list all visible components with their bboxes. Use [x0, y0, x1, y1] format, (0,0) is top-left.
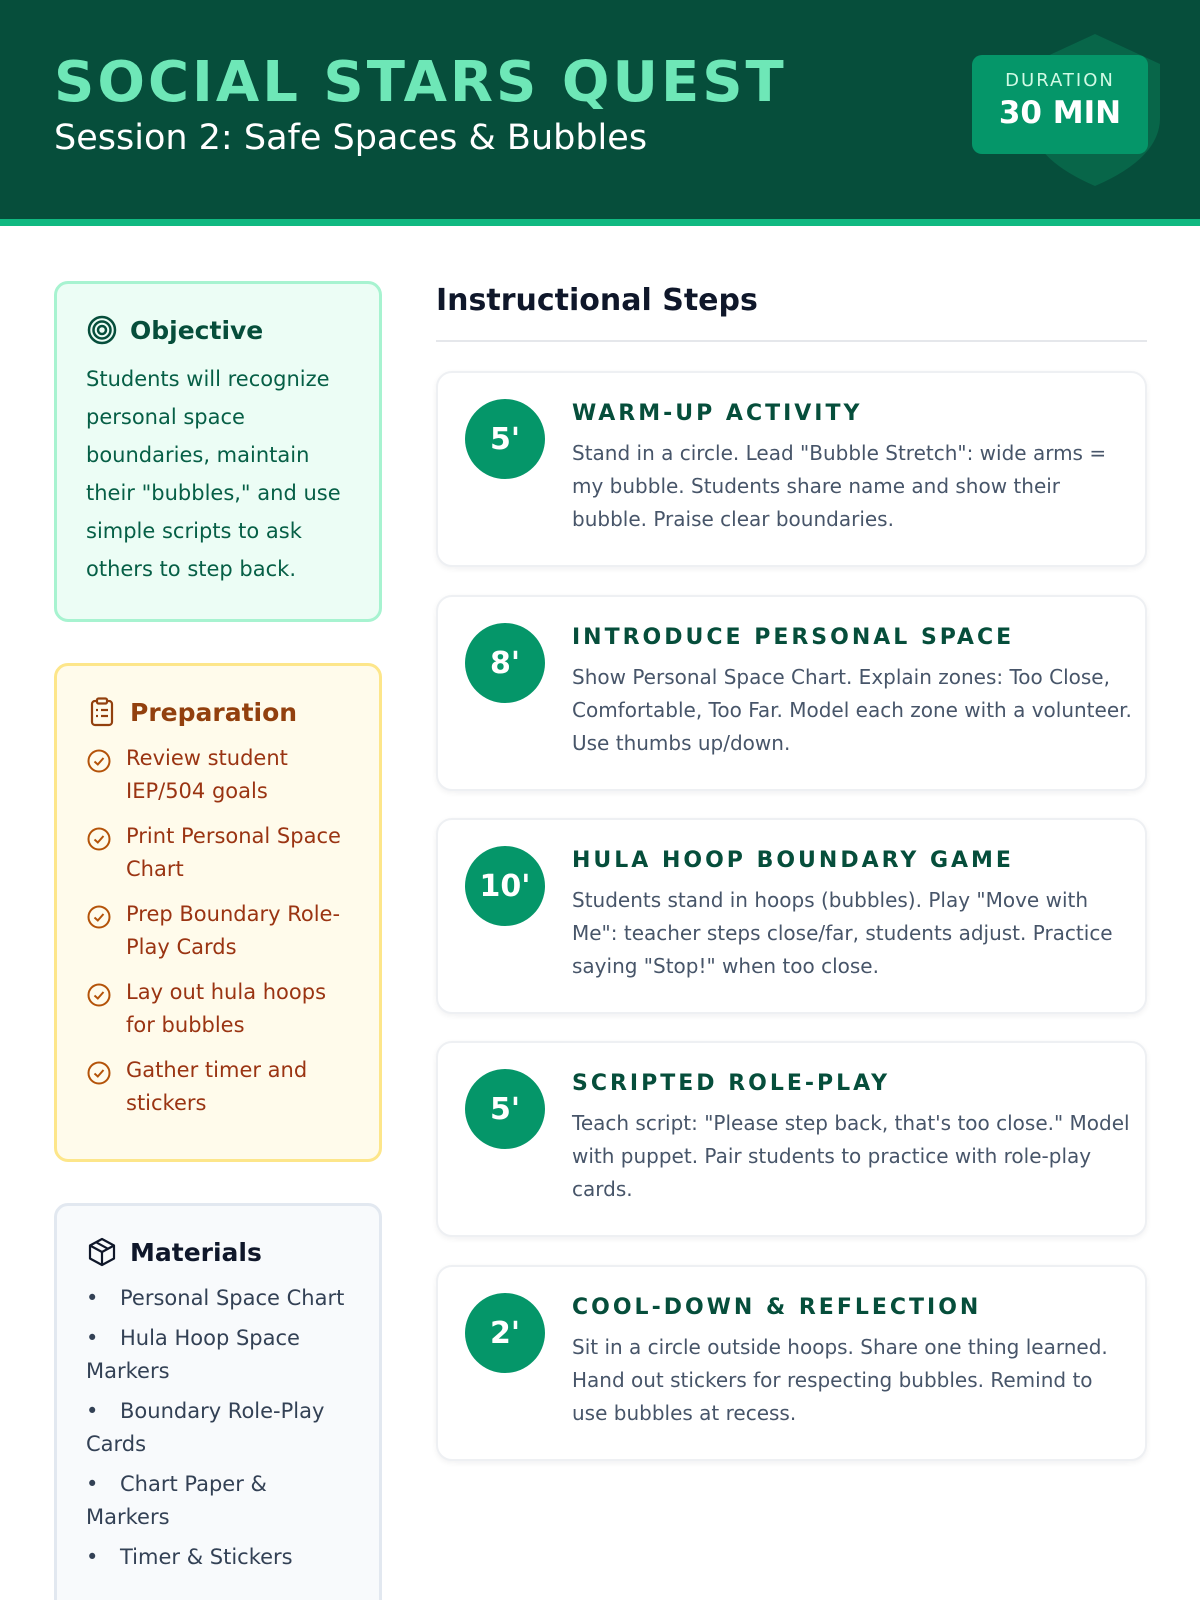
check-circle-icon — [86, 904, 112, 930]
list-item — [86, 1541, 355, 1574]
step-duration: 5' — [465, 1069, 545, 1149]
step-duration: 10' — [465, 846, 545, 926]
preparation-card — [54, 663, 382, 1162]
list-item — [86, 1282, 355, 1315]
list-item — [86, 1395, 355, 1461]
step-description: Teach script: "Please step back, that's too close." Model with puppet. Pair students to practice with role-play cards. — [572, 1111, 1130, 1201]
objective-header — [86, 314, 355, 346]
step-card — [436, 1041, 1147, 1237]
objective-text: Students will recognize personal space boundaries, maintain their "bubbles," and use simple scripts to ask others to step back. — [86, 367, 341, 581]
preparation-list — [86, 742, 355, 1120]
list-item — [86, 1468, 355, 1534]
check-circle-icon — [86, 1060, 112, 1086]
step-title: COOL-DOWN & REFLECTION — [572, 1295, 982, 1320]
preparation-heading: Preparation — [130, 697, 298, 727]
target-icon — [86, 314, 118, 346]
bullet-icon: • — [86, 1472, 99, 1496]
list-item-text: Review student IEP/504 goals — [126, 746, 288, 803]
check-circle-icon — [86, 982, 112, 1008]
step-description: Sit in a circle outside hoops. Share one thing learned. Hand out stickers for respecting bubbles. Remind to use bubbles at recess. — [572, 1335, 1108, 1425]
check-circle-icon — [86, 748, 112, 774]
preparation-header — [86, 696, 355, 728]
list-item-text: Hula Hoop Space Markers — [86, 1326, 300, 1383]
step-card — [436, 371, 1147, 567]
box-icon — [86, 1236, 118, 1268]
step-description: Students stand in hoops (bubbles). Play "Move with Me": teacher steps close/far, students adjust. Practice saying "Stop!" when too close. — [572, 888, 1113, 978]
objective-heading: Objective — [130, 315, 264, 345]
step-card — [436, 818, 1147, 1014]
step-card — [436, 1265, 1147, 1461]
list-item — [86, 742, 355, 808]
list-item-text: Boundary Role-Play Cards — [86, 1399, 325, 1456]
steps-divider — [436, 340, 1147, 342]
duration-badge — [972, 55, 1148, 154]
duration-label: DURATION — [1005, 70, 1115, 91]
clipboard-icon — [86, 696, 118, 728]
step-description: Show Personal Space Chart. Explain zones: Too Close, Comfortable, Too Far. Model each zone with a volunteer. Use thumbs up/down. — [572, 665, 1132, 755]
list-item — [86, 1322, 355, 1388]
materials-header — [86, 1236, 355, 1268]
list-item-text: Prep Boundary Role-Play Cards — [126, 902, 341, 959]
session-subtitle: Session 2: Safe Spaces & Bubbles — [54, 118, 648, 158]
list-item — [86, 820, 355, 886]
materials-card — [54, 1203, 382, 1600]
page-title: SOCIAL STARS QUEST — [54, 50, 787, 115]
step-card — [436, 595, 1147, 791]
list-item-text: Gather timer and stickers — [126, 1058, 308, 1115]
step-title: HULA HOOP BOUNDARY GAME — [572, 848, 1014, 873]
step-title: SCRIPTED ROLE-PLAY — [572, 1071, 891, 1096]
duration-value: 30 MIN — [998, 95, 1122, 131]
list-item-text: Lay out hula hoops for bubbles — [126, 980, 327, 1037]
step-duration: 8' — [465, 623, 545, 703]
bullet-icon: • — [86, 1286, 99, 1310]
list-item-text: Print Personal Space Chart — [126, 824, 341, 881]
list-item-text: Personal Space Chart — [120, 1286, 345, 1310]
bullet-icon: • — [86, 1399, 99, 1423]
step-duration: 2' — [465, 1293, 545, 1373]
materials-list — [86, 1282, 355, 1574]
list-item — [86, 976, 355, 1042]
bullet-icon: • — [86, 1326, 99, 1350]
list-item-text: Chart Paper & Markers — [86, 1472, 267, 1529]
bullet-icon: • — [86, 1545, 99, 1569]
materials-heading: Materials — [130, 1237, 262, 1267]
step-duration: 5' — [465, 399, 545, 479]
objective-card — [54, 281, 382, 622]
steps-heading: Instructional Steps — [436, 283, 758, 318]
page-header — [0, 0, 1200, 226]
list-item-text: Timer & Stickers — [120, 1545, 293, 1569]
check-circle-icon — [86, 826, 112, 852]
step-description: Stand in a circle. Lead "Bubble Stretch": wide arms = my bubble. Students share name and show their bubble. Praise clear boundaries. — [572, 441, 1107, 531]
list-item — [86, 1054, 355, 1120]
step-title: WARM-UP ACTIVITY — [572, 401, 863, 426]
list-item — [86, 898, 355, 964]
step-title: INTRODUCE PERSONAL SPACE — [572, 625, 1015, 650]
